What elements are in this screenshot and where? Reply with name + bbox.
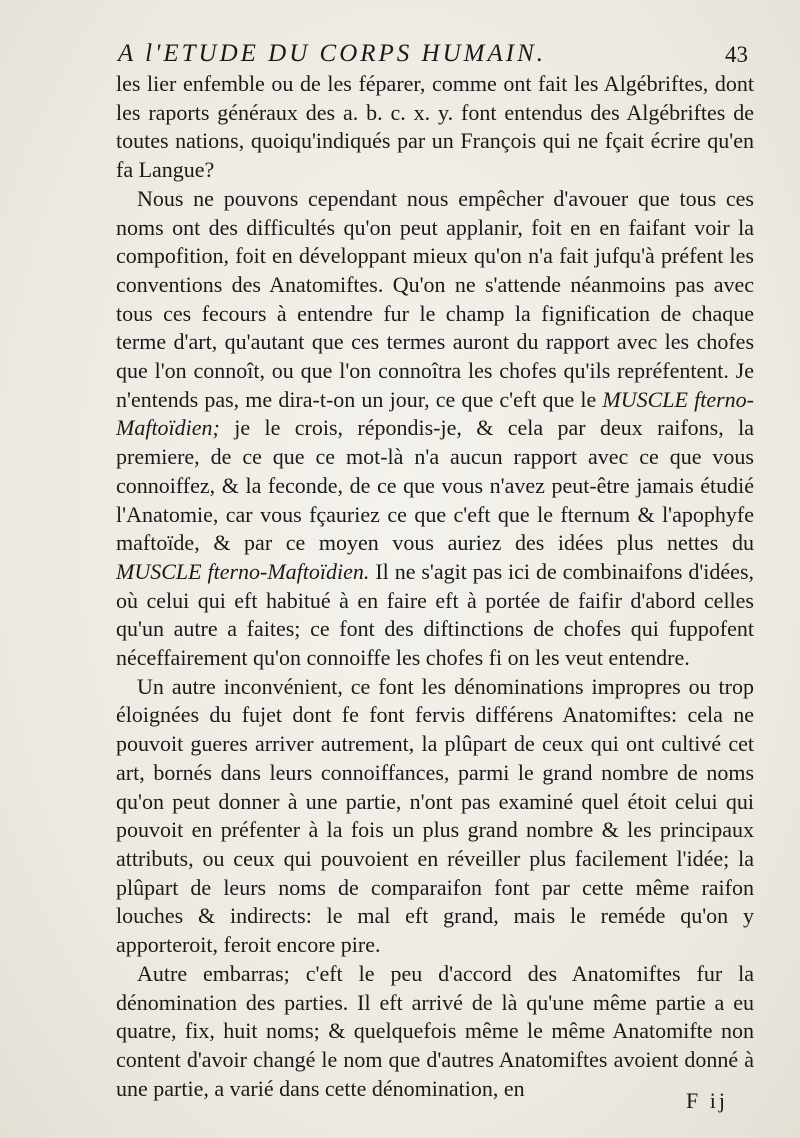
running-head <box>118 40 748 74</box>
muscle-term-italic: MUSCLE fterno-Maftoïdien; <box>116 386 754 441</box>
text-run: Nous ne pouvons cependant nous empêcher d'avouer que tous ces noms ont des difficultés qu'on peut applanir, foit en en faifant voir la compofition, foit en développant mieux qu'on n'a fait jufqu'à préfent les conventions des Anatomiftes. Qu'on ne s'attende néanmoins pas avec tous ces fecours à entendre fur le champ la fignification de chaque terme d'art, qu'autant que ces termes auront du rapport avec les chofes que l'on connoît, ou que l'on connoîtra les chofes qu'ils repréfentent. Je n'entends pas, me dira-t-on un jour, ce que c'eft que le <box>116 185 754 412</box>
running-title: A l'ETUDE DU CORPS HUMAIN. <box>118 40 546 67</box>
paragraph-4 <box>116 960 754 1104</box>
paragraph-3 <box>116 673 754 960</box>
body-text <box>116 70 754 1103</box>
muscle-term-italic: MUSCLE fterno-Maftoïdien. <box>116 558 370 584</box>
signature-mark: F ij <box>686 1088 728 1113</box>
text-run: Il ne s'agit pas ici de combinaifons d'idées, où celui qui eft habitué à en faire eft à portée de faifir d'abord celles qu'un autre a faites; ce font des diftinctions de chofes qui fuppofent néceffairement qu'on connoiffe les chofes fi on les veut entendre. <box>116 558 754 671</box>
text-run: Un autre inconvénient, ce font les dénominations impropres ou trop éloignées du fujet dont fe font fervis différens Anatomiftes: cela ne pouvoit gueres arriver autrement, la plûpart de ceux qui ont cultivé cet art, bornés dans leurs connoiffances, parmi le grand nombre de noms qu'on peut donner à une partie, n'ont pas examiné quel étoit celui qui pouvoit en préfenter à la fois un plus grand nombre & les principaux attributs, ou ceux qui pouvoient en réveiller plus facilement l'idée; la plûpart de leurs noms de comparaifon font par cette même raifon louches & indirects: le mal eft grand, mais le reméde qu'on y apporteroit, feroit encore pire. <box>116 673 754 958</box>
paragraph-1 <box>116 70 754 185</box>
text-run: je le crois, répondis-je, & cela par deux raifons, la premiere, de ce que ce mot-là n'a aucun rapport avec ce que vous connoiffez, & la feconde, de ce que vous n'avez peut-être jamais étudié l'Anatomie, car vous fçauriez ce que c'eft que le fternum & l'apophyfe maftoïde, & par ce moyen vous auriez des idées plus nettes du <box>116 415 754 556</box>
text-run: Autre embarras; c'eft le peu d'accord des Anatomiftes fur la dénomination des parties. Il eft arrivé de là qu'une même partie a eu quatre, fix, huit noms; & quelquefois même le même Anatomifte non content d'avoir changé le nom que d'autres Anatomiftes avoient donné à une partie, a varié dans cette dénomination, en <box>116 960 754 1101</box>
paragraph-2 <box>116 185 754 673</box>
text-run: les lier enfemble ou de les féparer, comme ont fait les Algébriftes, dont les raports généraux des a. b. c. x. y. font entendus des Algébriftes de toutes nations, quoiqu'indiqués par un François qui ne fçait écrire qu'en fa Langue? <box>116 71 754 183</box>
page-number: 43 <box>725 42 748 67</box>
